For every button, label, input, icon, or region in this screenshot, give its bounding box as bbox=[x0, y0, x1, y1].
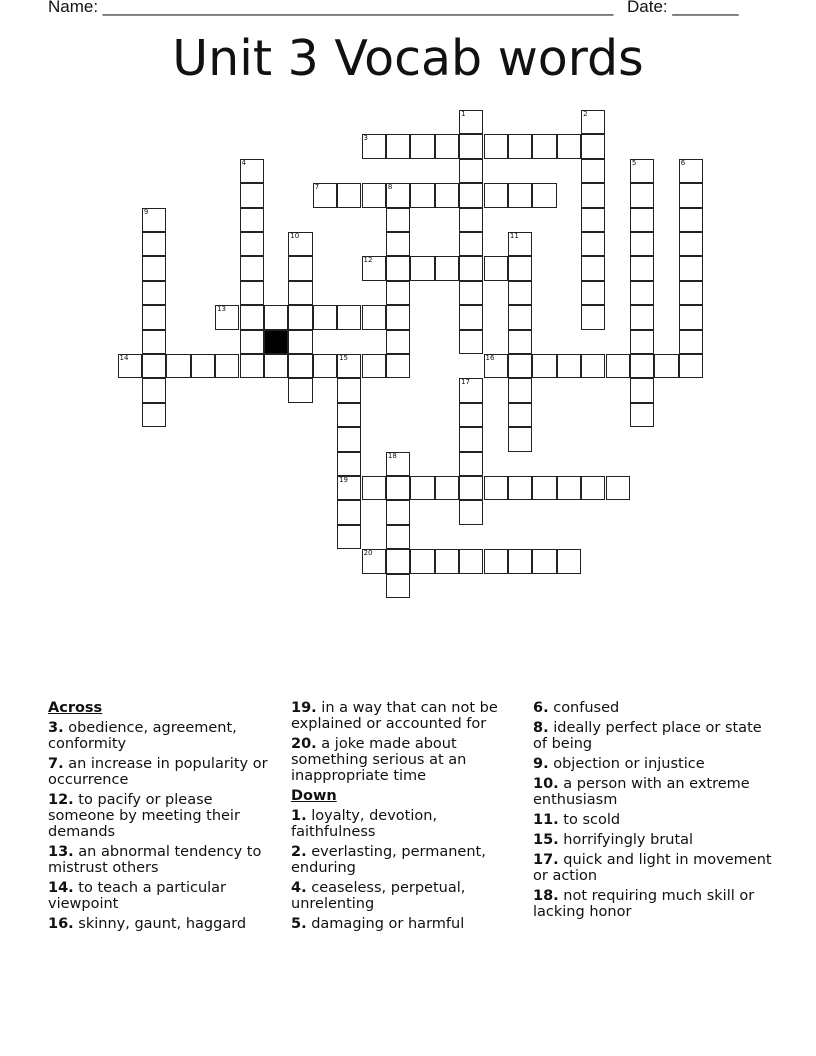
clue-number: 9 bbox=[143, 207, 149, 216]
grid-cell[interactable] bbox=[459, 281, 483, 305]
clue-down-1: 1. loyalty, devotion, faithfulness bbox=[291, 808, 438, 840]
clue-number: 2 bbox=[583, 110, 588, 118]
grid-cell[interactable] bbox=[240, 354, 264, 378]
grid-cell[interactable] bbox=[288, 256, 312, 280]
grid-cell[interactable] bbox=[386, 549, 410, 573]
grid-cell[interactable] bbox=[337, 452, 361, 476]
grid-cell[interactable] bbox=[508, 403, 532, 427]
grid-cell[interactable] bbox=[508, 476, 532, 500]
grid-cell[interactable] bbox=[630, 232, 654, 256]
grid-cell[interactable] bbox=[679, 256, 703, 280]
grid-cell[interactable] bbox=[118, 354, 142, 378]
grid-cell[interactable] bbox=[240, 330, 264, 354]
grid-cell[interactable] bbox=[240, 183, 264, 207]
grid-cell[interactable] bbox=[410, 476, 434, 500]
grid-cell[interactable] bbox=[581, 159, 605, 183]
clue-number: 12 bbox=[363, 256, 373, 265]
grid-cell[interactable] bbox=[459, 256, 483, 280]
grid-cell[interactable] bbox=[459, 500, 483, 524]
clue-across-19: 19. in a way that can not be explained or accounted for bbox=[291, 700, 498, 732]
grid-cell[interactable] bbox=[166, 354, 190, 378]
clue-number: 6 bbox=[680, 158, 686, 167]
grid-cell[interactable] bbox=[508, 427, 532, 451]
grid-cell[interactable] bbox=[459, 183, 483, 207]
grid-cell[interactable] bbox=[508, 305, 532, 329]
grid-cell[interactable] bbox=[386, 232, 410, 256]
grid-cell[interactable] bbox=[313, 354, 337, 378]
grid-cell[interactable] bbox=[679, 159, 703, 183]
grid-cell[interactable] bbox=[240, 256, 264, 280]
grid-cell[interactable] bbox=[459, 403, 483, 427]
grid-cell[interactable] bbox=[459, 232, 483, 256]
clue-number: 15 bbox=[339, 354, 349, 362]
clue-across-13: 13. an abnormal tendency to mistrust others bbox=[48, 844, 262, 876]
grid-cell[interactable] bbox=[630, 305, 654, 329]
grid-cell[interactable] bbox=[459, 330, 483, 354]
grid-cell[interactable] bbox=[459, 110, 483, 134]
grid-cell[interactable] bbox=[630, 330, 654, 354]
clue-across-3: 3. obedience, agreement, conformity bbox=[48, 720, 237, 752]
grid-cell[interactable] bbox=[386, 305, 410, 329]
grid-cell[interactable] bbox=[484, 183, 508, 207]
clue-down-18: 18. not requiring much skill or lacking honor bbox=[533, 888, 755, 920]
clue-down-8: 8. ideally perfect place or state of being bbox=[533, 720, 762, 752]
grid-cell[interactable] bbox=[581, 281, 605, 305]
grid-cell[interactable] bbox=[581, 354, 605, 378]
grid-cell[interactable] bbox=[679, 232, 703, 256]
name-field-label: Name: ______________________________________________________ bbox=[48, 0, 614, 16]
grid-cell[interactable] bbox=[459, 549, 483, 573]
clue-down-17: 17. quick and light in movement or action bbox=[533, 852, 772, 884]
grid-cell[interactable] bbox=[337, 427, 361, 451]
clue-down-5: 5. damaging or harmful bbox=[291, 916, 465, 932]
grid-cell[interactable] bbox=[508, 232, 532, 256]
grid-cell[interactable] bbox=[142, 232, 166, 256]
clue-across-20: 20. a joke made about something serious at an inappropriate time bbox=[291, 736, 467, 784]
grid-cell[interactable] bbox=[459, 427, 483, 451]
grid-cell[interactable] bbox=[630, 159, 654, 183]
grid-cell[interactable] bbox=[142, 378, 166, 402]
page-title: Unit 3 Vocab words bbox=[172, 30, 644, 87]
grid-cell[interactable] bbox=[630, 256, 654, 280]
clue-number: 17 bbox=[461, 378, 471, 387]
grid-cell[interactable] bbox=[459, 378, 483, 402]
grid-cell[interactable] bbox=[386, 525, 410, 549]
grid-cell[interactable] bbox=[337, 403, 361, 427]
clue-down-4: 4. ceaseless, perpetual, unrelenting bbox=[291, 880, 466, 912]
clue-across-12: 12. to pacify or please someone by meeting their demands bbox=[48, 792, 240, 840]
grid-cell[interactable] bbox=[215, 354, 239, 378]
grid-cell[interactable] bbox=[142, 330, 166, 354]
grid-cell[interactable] bbox=[581, 110, 605, 134]
grid-cell[interactable] bbox=[288, 354, 312, 378]
clue-number: 7 bbox=[314, 183, 320, 192]
grid-cell[interactable] bbox=[435, 256, 459, 280]
grid-cell[interactable] bbox=[337, 305, 361, 329]
clue-across-14: 14. to teach a particular viewpoint bbox=[48, 880, 227, 912]
grid-cell[interactable] bbox=[581, 208, 605, 232]
clue-number: 1 bbox=[461, 110, 466, 118]
clue-number: 11 bbox=[509, 232, 519, 240]
grid-cell[interactable] bbox=[362, 549, 386, 573]
grid-cell[interactable] bbox=[508, 549, 532, 573]
grid-cell[interactable] bbox=[142, 281, 166, 305]
grid-cell[interactable] bbox=[679, 208, 703, 232]
grid-cell[interactable] bbox=[337, 183, 361, 207]
grid-cell[interactable] bbox=[557, 476, 581, 500]
grid-cell[interactable] bbox=[337, 354, 361, 378]
clue-number: 10 bbox=[290, 232, 300, 240]
grid-cell[interactable] bbox=[288, 330, 312, 354]
grid-cell[interactable] bbox=[581, 232, 605, 256]
grid-cell[interactable] bbox=[386, 281, 410, 305]
grid-cell[interactable] bbox=[240, 232, 264, 256]
grid-cell[interactable] bbox=[630, 281, 654, 305]
grid-cell[interactable] bbox=[630, 208, 654, 232]
clue-number: 18 bbox=[387, 451, 397, 460]
grid-cell[interactable] bbox=[606, 354, 630, 378]
clue-number: 8 bbox=[387, 183, 393, 192]
grid-cell[interactable] bbox=[557, 134, 581, 158]
grid-cell[interactable] bbox=[386, 208, 410, 232]
clue-down-6: 6. confused bbox=[533, 700, 620, 716]
grid-cell[interactable] bbox=[459, 208, 483, 232]
grid-cell[interactable] bbox=[240, 159, 264, 183]
grid-cell[interactable] bbox=[581, 134, 605, 158]
clue-down-9: 9. objection or injustice bbox=[533, 756, 705, 772]
grid-cell[interactable] bbox=[679, 354, 703, 378]
across-heading: Across bbox=[48, 700, 103, 716]
clue-number: 14 bbox=[119, 354, 129, 362]
clue-down-2: 2. everlasting, permanent, enduring bbox=[291, 844, 486, 876]
grid-cell[interactable] bbox=[313, 183, 337, 207]
grid-cell[interactable] bbox=[508, 330, 532, 354]
clue-across-7: 7. an increase in popularity or occurrence bbox=[48, 756, 268, 788]
grid-cell[interactable] bbox=[386, 134, 410, 158]
clue-number: 4 bbox=[241, 158, 246, 167]
grid-cell[interactable] bbox=[288, 305, 312, 329]
grid-cell[interactable] bbox=[142, 403, 166, 427]
grid-cell[interactable] bbox=[337, 378, 361, 402]
grid-cell[interactable] bbox=[508, 256, 532, 280]
grid-cell[interactable] bbox=[410, 256, 434, 280]
grid-cell[interactable] bbox=[264, 305, 288, 329]
grid-cell[interactable] bbox=[362, 256, 386, 280]
grid-cell[interactable] bbox=[362, 476, 386, 500]
grid-cell[interactable] bbox=[240, 305, 264, 329]
grid-cell[interactable] bbox=[386, 330, 410, 354]
grid-cell[interactable] bbox=[337, 476, 361, 500]
grid-cell[interactable] bbox=[386, 256, 410, 280]
date-field-label: Date: _______ bbox=[627, 0, 739, 16]
grid-cell[interactable] bbox=[581, 256, 605, 280]
grid-cell[interactable] bbox=[288, 281, 312, 305]
grid-cell[interactable] bbox=[362, 305, 386, 329]
grid-cell[interactable] bbox=[410, 549, 434, 573]
grid-cell[interactable] bbox=[240, 208, 264, 232]
down-heading: Down bbox=[291, 788, 337, 804]
grid-cell[interactable] bbox=[435, 476, 459, 500]
grid-cell[interactable] bbox=[630, 378, 654, 402]
grid-cell[interactable] bbox=[337, 525, 361, 549]
grid-cell[interactable] bbox=[532, 549, 556, 573]
clue-across-16: 16. skinny, gaunt, haggard bbox=[48, 916, 247, 932]
grid-cell[interactable] bbox=[240, 281, 264, 305]
grid-cell[interactable] bbox=[557, 549, 581, 573]
grid-cell[interactable] bbox=[362, 134, 386, 158]
grid-cell[interactable] bbox=[532, 476, 556, 500]
clue-down-10: 10. a person with an extreme enthusiasm bbox=[533, 776, 750, 808]
grid-cell[interactable] bbox=[508, 134, 532, 158]
grid-cell[interactable] bbox=[386, 574, 410, 598]
grid-cell[interactable] bbox=[459, 305, 483, 329]
grid-cell[interactable] bbox=[581, 183, 605, 207]
grid-cell[interactable] bbox=[459, 476, 483, 500]
grid-cell[interactable] bbox=[142, 256, 166, 280]
grid-cell[interactable] bbox=[313, 305, 337, 329]
grid-cell[interactable] bbox=[459, 452, 483, 476]
grid-cell[interactable] bbox=[484, 256, 508, 280]
clue-column-1 bbox=[48, 700, 283, 936]
clue-number: 20 bbox=[363, 549, 373, 558]
clue-down-11: 11. to scold bbox=[533, 812, 621, 828]
grid-cell[interactable] bbox=[362, 354, 386, 378]
grid-cell[interactable] bbox=[386, 452, 410, 476]
grid-cell[interactable] bbox=[191, 354, 215, 378]
grid-cell[interactable] bbox=[459, 134, 483, 158]
grid-cell[interactable] bbox=[410, 134, 434, 158]
grid-cell[interactable] bbox=[630, 403, 654, 427]
grid-cell[interactable] bbox=[410, 183, 434, 207]
clue-number: 16 bbox=[485, 354, 495, 362]
clue-column-3 bbox=[533, 700, 773, 924]
grid-cell[interactable] bbox=[288, 378, 312, 402]
clue-number: 3 bbox=[363, 134, 368, 143]
grid-cell[interactable] bbox=[484, 354, 508, 378]
grid-cell[interactable] bbox=[264, 354, 288, 378]
grid-cell[interactable] bbox=[581, 476, 605, 500]
grid-cell[interactable] bbox=[532, 183, 556, 207]
grid-cell[interactable] bbox=[679, 305, 703, 329]
grid-cell[interactable] bbox=[508, 281, 532, 305]
clue-number: 19 bbox=[339, 476, 349, 484]
grid-cell[interactable] bbox=[386, 183, 410, 207]
grid-cell[interactable] bbox=[142, 208, 166, 232]
grid-cell[interactable] bbox=[532, 134, 556, 158]
grid-cell[interactable] bbox=[630, 183, 654, 207]
clue-number: 13 bbox=[217, 305, 227, 314]
clue-number: 5 bbox=[631, 158, 637, 167]
grid-cell[interactable] bbox=[386, 476, 410, 500]
grid-cell[interactable] bbox=[679, 330, 703, 354]
grid-cell[interactable] bbox=[142, 354, 166, 378]
clue-down-15: 15. horrifyingly brutal bbox=[533, 832, 694, 848]
grid-cell[interactable] bbox=[288, 232, 312, 256]
grid-cell[interactable] bbox=[508, 183, 532, 207]
grid-cell[interactable] bbox=[508, 354, 532, 378]
grid-cell[interactable] bbox=[606, 476, 630, 500]
grid-cell[interactable] bbox=[484, 549, 508, 573]
grid-cell[interactable] bbox=[386, 354, 410, 378]
grid-cell[interactable] bbox=[557, 354, 581, 378]
grid-cell[interactable] bbox=[435, 134, 459, 158]
grid-cell[interactable] bbox=[532, 354, 556, 378]
grid-cell[interactable] bbox=[435, 549, 459, 573]
clue-column-2 bbox=[291, 700, 519, 936]
grid-cell[interactable] bbox=[581, 305, 605, 329]
grid-cell[interactable] bbox=[654, 354, 678, 378]
grid-cell[interactable] bbox=[459, 159, 483, 183]
grid-cell[interactable] bbox=[508, 378, 532, 402]
grid-cell[interactable] bbox=[630, 354, 654, 378]
grid-cell[interactable] bbox=[679, 281, 703, 305]
grid-cell[interactable] bbox=[435, 183, 459, 207]
grid-cell[interactable] bbox=[362, 183, 386, 207]
grid-cell[interactable] bbox=[679, 183, 703, 207]
grid-cell[interactable] bbox=[337, 500, 361, 524]
black-square bbox=[264, 330, 288, 354]
grid-cell[interactable] bbox=[484, 134, 508, 158]
grid-cell[interactable] bbox=[386, 500, 410, 524]
grid-cell[interactable] bbox=[142, 305, 166, 329]
grid-cell[interactable] bbox=[484, 476, 508, 500]
grid-cell[interactable] bbox=[215, 305, 239, 329]
